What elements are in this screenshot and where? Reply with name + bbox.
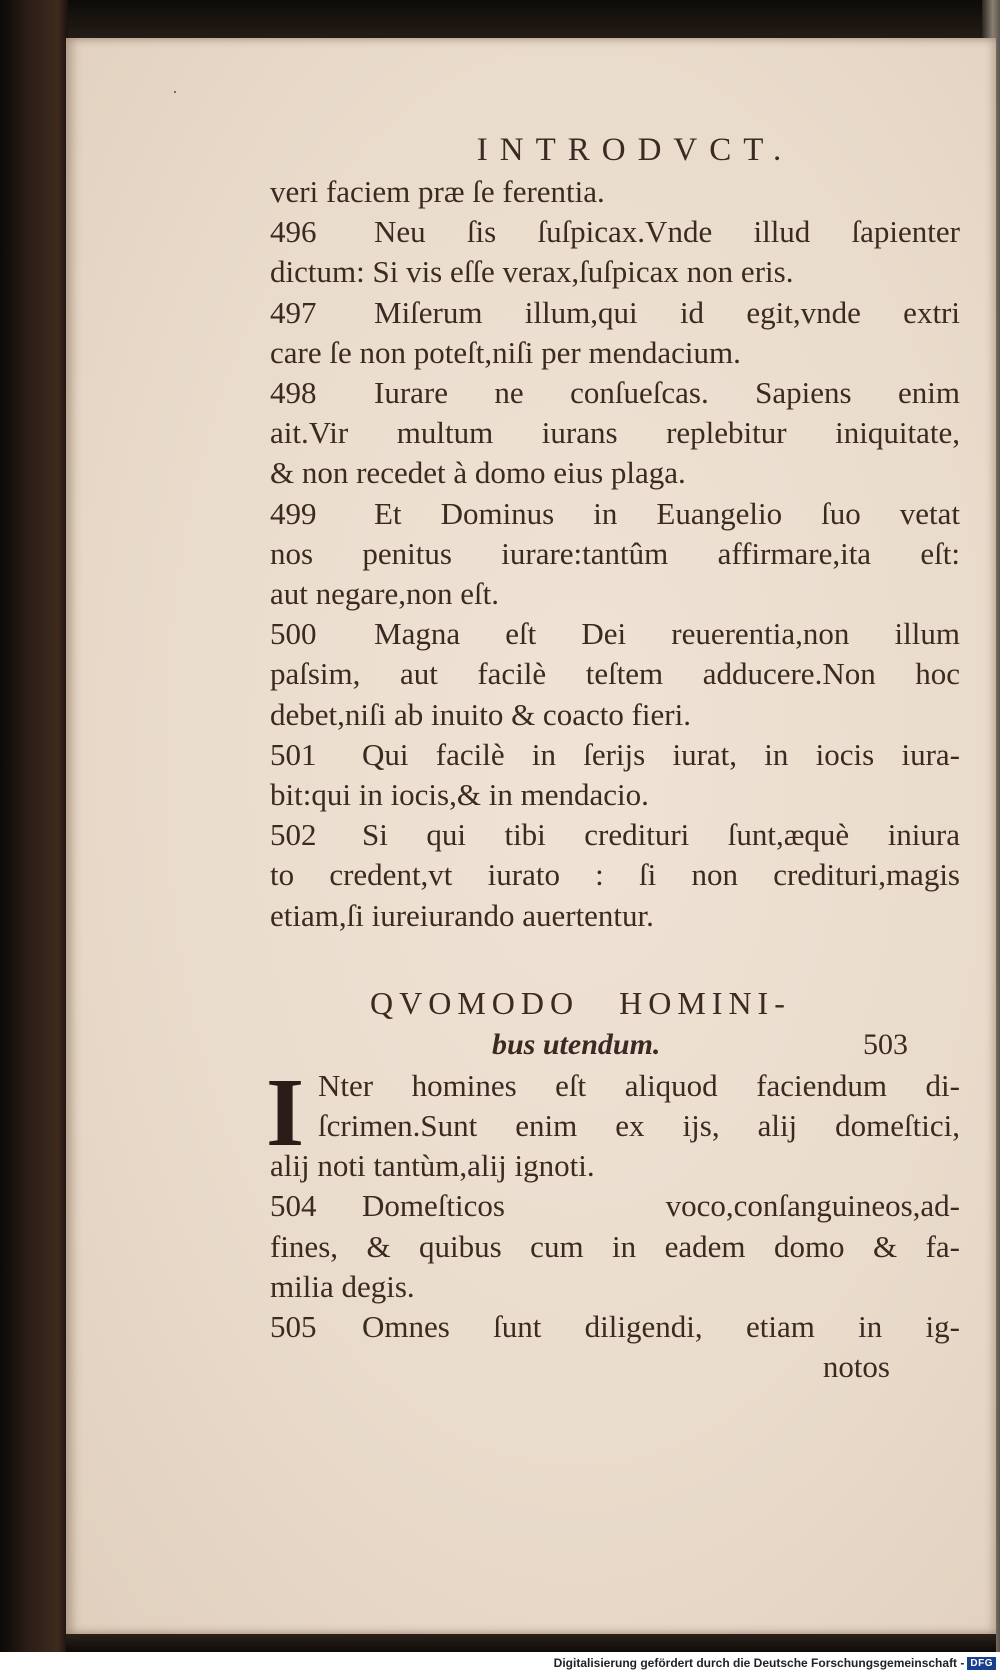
text-lines-top bbox=[270, 172, 960, 936]
section-number: 503 bbox=[863, 1027, 908, 1061]
line-text: Si qui tibi credituri ſunt,æquè iniura bbox=[362, 817, 960, 853]
text-line bbox=[270, 855, 960, 895]
text-line bbox=[270, 1186, 960, 1226]
line-text: paſsim, aut facilè teſtem adducere.Non hoc bbox=[270, 656, 960, 692]
catchword: notos bbox=[822, 1349, 890, 1385]
text-line bbox=[270, 775, 960, 815]
section-heading-word-1: QVOMODO bbox=[370, 984, 580, 1021]
paragraph-number: 497 bbox=[270, 294, 317, 330]
line-text: fines, & quibus cum in eadem domo & fa- bbox=[270, 1228, 960, 1264]
line-text: Iurare ne conſueſcas. Sapiens enim bbox=[374, 375, 960, 411]
line-text: Nter homines eſt aliquod faciendum di- bbox=[318, 1067, 960, 1103]
text-line bbox=[270, 1227, 960, 1267]
line-text: to credent,vt iurato : ſi non credituri,magis bbox=[270, 857, 960, 893]
text-line bbox=[270, 695, 960, 735]
text-line bbox=[270, 1267, 960, 1307]
line-text: nos penitus iurare:tantûm affirmare,ita eſt: bbox=[270, 535, 960, 571]
line-text: care ſe non poteſt,niſi per mendacium. bbox=[270, 334, 741, 370]
margin-mark: · bbox=[172, 82, 178, 102]
text-line bbox=[270, 1066, 960, 1106]
credit-text: Digitalisierung gefördert durch die Deutsche Forschungsgemeinschaft - bbox=[553, 1656, 965, 1670]
text-line bbox=[270, 212, 960, 252]
line-text: Et Dominus in Euangelio ſuo vetat bbox=[374, 495, 960, 531]
running-head: INTRODVCT. bbox=[476, 132, 794, 168]
text-line bbox=[270, 172, 960, 212]
text-line bbox=[270, 534, 960, 574]
text-lines-bottom bbox=[270, 1066, 960, 1347]
dfg-logo: DFG bbox=[967, 1657, 996, 1670]
line-text: Magna eſt Dei reuerentia,non illum bbox=[374, 616, 960, 652]
text-line bbox=[270, 614, 960, 654]
line-text: Omnes ſunt diligendi, etiam in ig- bbox=[362, 1309, 960, 1345]
drop-cap-initial: I bbox=[266, 1058, 305, 1167]
text-line bbox=[270, 494, 960, 534]
text-line bbox=[270, 735, 960, 775]
page-text-block bbox=[266, 128, 960, 1387]
text-line bbox=[270, 453, 960, 493]
book-cover-bottom-edge bbox=[66, 1634, 996, 1652]
text-line bbox=[270, 815, 960, 855]
line-text: milia degis. bbox=[270, 1268, 415, 1304]
text-line bbox=[270, 1146, 960, 1186]
paragraph-number: 505 bbox=[270, 1309, 317, 1345]
text-line bbox=[270, 293, 960, 333]
paragraph-number: 498 bbox=[270, 375, 317, 411]
section-body bbox=[266, 1058, 960, 1347]
book-spine-edge bbox=[0, 0, 68, 1652]
line-text: ſcrimen.Sunt enim ex ijs, alij domeſtici, bbox=[318, 1108, 960, 1144]
section-heading bbox=[370, 982, 960, 1024]
section-subheading-text: bus utendum. bbox=[492, 1027, 661, 1061]
line-text: alij noti tantùm,alij ignoti. bbox=[270, 1148, 595, 1184]
text-line bbox=[270, 1307, 960, 1347]
paragraph-number: 496 bbox=[270, 214, 317, 250]
line-text: Neu ſis ſuſpicax.Vnde illud ſapienter bbox=[374, 214, 960, 250]
paragraph-number: 499 bbox=[270, 495, 317, 531]
text-line bbox=[270, 373, 960, 413]
text-line bbox=[270, 574, 960, 614]
line-text: Miſerum illum,qui id egit,vnde extri bbox=[374, 294, 960, 330]
text-line bbox=[270, 413, 960, 453]
line-text: & non recedet à domo eius plaga. bbox=[270, 455, 686, 491]
line-text: veri faciem præ ſe ferentia. bbox=[270, 174, 605, 209]
line-text: etiam,ſi iureiurando auertentur. bbox=[270, 897, 654, 933]
text-line bbox=[270, 896, 960, 936]
line-text: aut negare,non eſt. bbox=[270, 576, 499, 612]
line-text: ait.Vir multum iurans replebitur iniquitate, bbox=[270, 415, 960, 451]
line-text: Domeſticos voco,conſanguineos,ad- bbox=[362, 1188, 960, 1224]
line-text: debet,niſi ab inuito & coacto fieri. bbox=[270, 696, 691, 732]
paragraph-number: 500 bbox=[270, 616, 317, 652]
section-subheading bbox=[492, 1024, 960, 1066]
line-text: bit:qui in iocis,& in mendacio. bbox=[270, 777, 649, 813]
text-line bbox=[270, 252, 960, 292]
paragraph-number: 504 bbox=[270, 1188, 317, 1224]
paragraph-number: 501 bbox=[270, 736, 317, 772]
text-line bbox=[270, 1106, 960, 1146]
section-heading-word-2: HOMINI- bbox=[619, 984, 791, 1021]
book-cover-top-edge bbox=[0, 0, 1000, 38]
text-line bbox=[270, 333, 960, 373]
digitization-credit bbox=[554, 1654, 996, 1672]
line-text: Qui facilè in ſerijs iurat, in iocis iura- bbox=[362, 736, 960, 772]
paragraph-number: 502 bbox=[270, 817, 317, 853]
line-text: dictum: Si vis eſſe verax,ſuſpicax non eris. bbox=[270, 254, 794, 290]
text-line bbox=[270, 654, 960, 694]
